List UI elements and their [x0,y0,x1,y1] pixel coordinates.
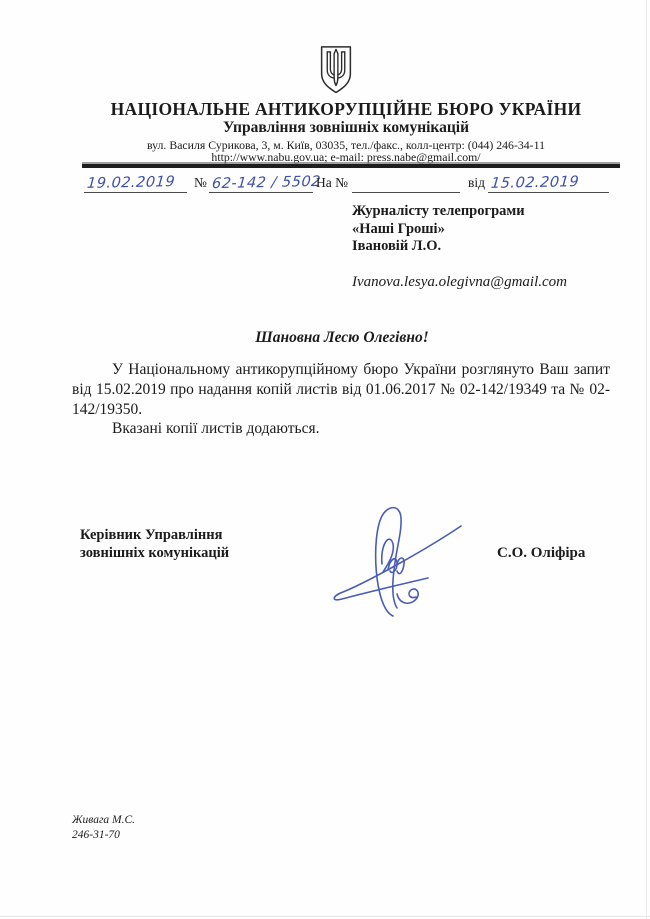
incoming-date-field [488,170,609,193]
signature-ink-icon [330,497,465,621]
recipient-line-1: Журналісту телепрограми [352,203,525,219]
reference-line [0,167,650,197]
number-sign-label: № [194,175,207,190]
scan-edge-bottom [0,916,650,917]
body-paragraph-2: Вказані копії листів додаються. [112,420,320,438]
recipient-block [352,203,525,256]
outgoing-number-handwritten: 62-142 / 5502 [211,173,322,193]
department-subtitle: Управління зовнішніх комунікацій [222,119,470,136]
salutation: Шановна Лесю Олегівно! [255,329,429,346]
from-label: від [468,175,485,190]
outgoing-date-handwritten: 19.02.2019 [86,174,176,192]
executor-phone: 246-31-70 [72,828,120,841]
scan-edge-right [646,0,647,919]
outgoing-date-field [84,170,187,193]
signer-name: С.О. Оліфіра [497,545,586,561]
address-line: вул. Василя Сурикова, 3, м. Київ, 03035, тел./факс., колл-центр: (044) 246-34-11 [147,138,545,152]
recipient-line-2: «Наші Гроші» [352,220,445,237]
incoming-date-handwritten: 15.02.2019 [490,174,580,192]
reply-number-blank-field [352,170,460,193]
contacts-line: http://www.nabu.gov.ua; e-mail: press.nabe@gmail.com/ [211,150,481,164]
executor-name: Живага М.С. [72,814,136,826]
outgoing-number-field [209,170,322,193]
signer-position-line-1: Керівник Управління [80,527,223,543]
letter-body [72,360,610,439]
recipient-line-3: Івановій Л.О. [352,238,442,254]
executor-block [72,813,135,842]
reply-to-label: На № [316,175,348,190]
recipient-email: Ivanova.lesya.olegivna@gmail.com [352,274,567,290]
org-name-title: НАЦІОНАЛЬНЕ АНТИКОРУПЦІЙНЕ БЮРО УКРАЇНИ [110,99,582,119]
signer-position-line-2: зовнішніх комунікацій [80,544,230,561]
signer-position [80,527,229,562]
body-paragraph-1: У Національному антикорупційному бюро України розглянуто Ваш запит від 15.02.2019 про надання копій листів від 01.06.2017 № 02-142/19349 та № 02-142/19350. [72,361,610,418]
ukraine-trident-emblem-icon [317,45,355,95]
